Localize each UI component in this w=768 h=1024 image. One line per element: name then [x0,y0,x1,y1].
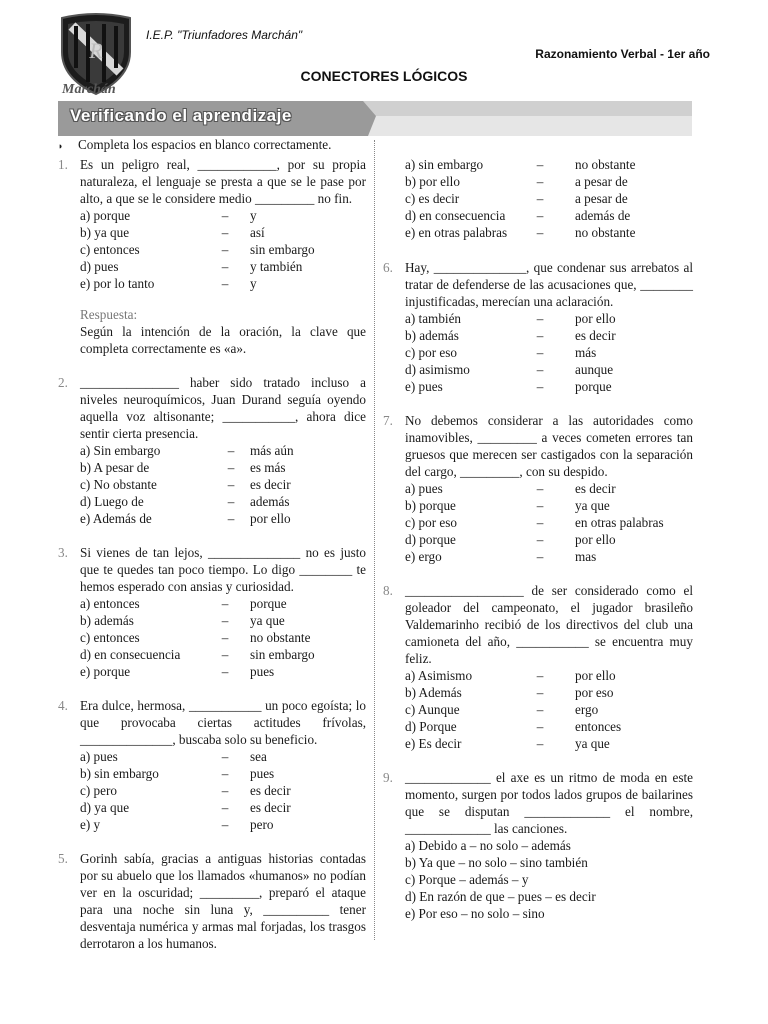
right-column [383,156,693,922]
option: d) Porque – entonces [405,719,622,734]
option: c) por eso – más [405,345,597,360]
question-number: 8. [383,583,393,598]
question-stem: Si vienes de tan lejos, ______________ no es justo que te quedes tan poco tiempo. Lo digo ________ te hemos esperado con ansias y curiosidad. [80,545,366,594]
option: b) Ya que – no solo – sino también [405,855,588,870]
question-number: 4. [58,698,68,713]
option: c) entonces – no obstante [80,630,311,645]
option: e) porque – pues [80,664,275,679]
question-stem: _______________ haber sido tratado incluso a niveles neuroquímicos, Juan Durand seguía oyendo aquella voz altisonante; ___________, ahora dice sentir cierta presencia. [80,375,366,441]
question-number: 1. [58,157,68,172]
option: a) pues – es decir [405,481,616,496]
option: d) asimismo – aunque [405,362,614,377]
option: e) por lo tanto – y [80,276,257,291]
option: c) es decir – a pesar de [405,191,628,206]
logo-caption: Marchán [62,82,116,97]
question-stem: __________________ de ser considerado como el goleador del campeonato, el jugador brasileño Valdemarinho recibió de los directivos del club una camioneta del año, ___________ se encuentra muy feliz. [405,583,693,666]
option: d) En razón de que – pues – es decir [405,889,596,904]
question-9 [383,769,693,922]
option: b) ya que – así [80,225,265,240]
course-label: Razonamiento Verbal - 1er año [535,47,710,61]
option: a) Debido a – no solo – además [405,838,571,853]
option: d) en consecuencia – además de [405,208,631,223]
question-5 [58,850,366,952]
option: b) por ello – a pesar de [405,174,628,189]
option: b) A pesar de – es más [80,460,286,475]
response-label: Respuesta: [80,307,138,322]
option: c) pero – es decir [80,783,291,798]
option: b) además – es decir [405,328,616,343]
instruction-text: Completa los espacios en blanco correctamente. [78,137,332,152]
question-2 [58,374,366,527]
option: a) Asimismo – por ello [405,668,616,683]
option: a) sin embargo – no obstante [405,157,636,172]
instruction [58,137,368,154]
question-number: 5. [58,851,68,866]
option: e) Es decir – ya que [405,736,610,751]
question-8 [383,582,693,752]
question-stem: Era dulce, hermosa, ___________ un poco egoísta; lo que provocaba ciertas actitudes frívolas, ______________, buscaba solo su beneficio. [80,698,366,747]
option: a) Sin embargo – más aún [80,443,294,458]
question-number: 6. [383,260,393,275]
option: b) sin embargo – pues [80,766,275,781]
option: d) pues – y también [80,259,303,274]
option: e) ergo – mas [405,549,597,564]
option: a) también – por ello [405,311,616,326]
bullet-icon: ◗ [58,141,64,151]
option: d) porque – por ello [405,532,616,547]
response-text: Según la intención de la oración, la clave que completa correctamente es «a». [80,324,366,356]
question-number: 3. [58,545,68,560]
option: d) en consecuencia – sin embargo [80,647,315,662]
question-stem: Hay, ______________, que condenar sus arrebatos al tratar de defenderse de las acusaciones que, ________ injustificadas, merecían una aclaración. [405,260,693,309]
option: e) en otras palabras – no obstante [405,225,636,240]
section-banner-label: Verificando el aprendizaje [70,106,292,125]
option: c) por eso – en otras palabras [405,515,664,530]
option: c) Aunque – ergo [405,702,599,717]
school-name: I.E.P. "Triunfadores Marchán" [146,28,303,42]
question-number: 7. [383,413,393,428]
option: a) pues – sea [80,749,267,764]
question-3 [58,544,366,680]
question-6 [383,259,693,395]
column-divider [374,140,375,940]
question-4 [58,697,366,833]
option: c) Porque – además – y [405,872,529,887]
page-title: CONECTORES LÓGICOS [300,68,468,84]
question-stem: Es un peligro real, ____________, por su propia naturaleza, el lenguaje se presta a que se le pase por alto, a que se le considere medio _________ no fin. [80,157,366,206]
option: c) No obstante – es decir [80,477,291,492]
option: e) y – pero [80,817,274,832]
question-stem: Gorinh sabía, gracias a antiguas historias contadas por su abuelo que los llamados «humanos» no podían ver en la oscuridad; _________, preparó el ataque para una noche sin luna y, __________ tener desventaja numérica y armas mal forjadas, los trasgos derrotaron a los humanos. [80,851,366,951]
option: d) ya que – es decir [80,800,291,815]
option: e) pues – porque [405,379,612,394]
option: e) Además de – por ello [80,511,291,526]
question-stem: No debemos considerar a las autoridades como inamovibles, _________ a veces cometen errores tan gruesos que merecen ser castigados con la separación del cargo, _________, con su despido. [405,413,693,479]
option: b) además – ya que [80,613,285,628]
option: d) Luego de – además [80,494,290,509]
question-number: 9. [383,770,393,785]
option: c) entonces – sin embargo [80,242,315,257]
question-1 [58,156,366,357]
option: a) entonces – porque [80,596,287,611]
left-column [58,156,366,952]
svg-text:R: R [89,38,103,63]
option: b) porque – ya que [405,498,610,513]
question-7 [383,412,693,565]
option: a) porque – y [80,208,257,223]
option: b) Además – por eso [405,685,614,700]
question-stem: _____________ el axe es un ritmo de moda en este momento, surgen por todos lados grupos de bailarines que se disputan _____________ el nombre, _____________ las canciones. [405,770,693,836]
option: e) Por eso – no solo – sino [405,906,545,921]
question-5-options [383,156,693,241]
question-number: 2. [58,375,68,390]
